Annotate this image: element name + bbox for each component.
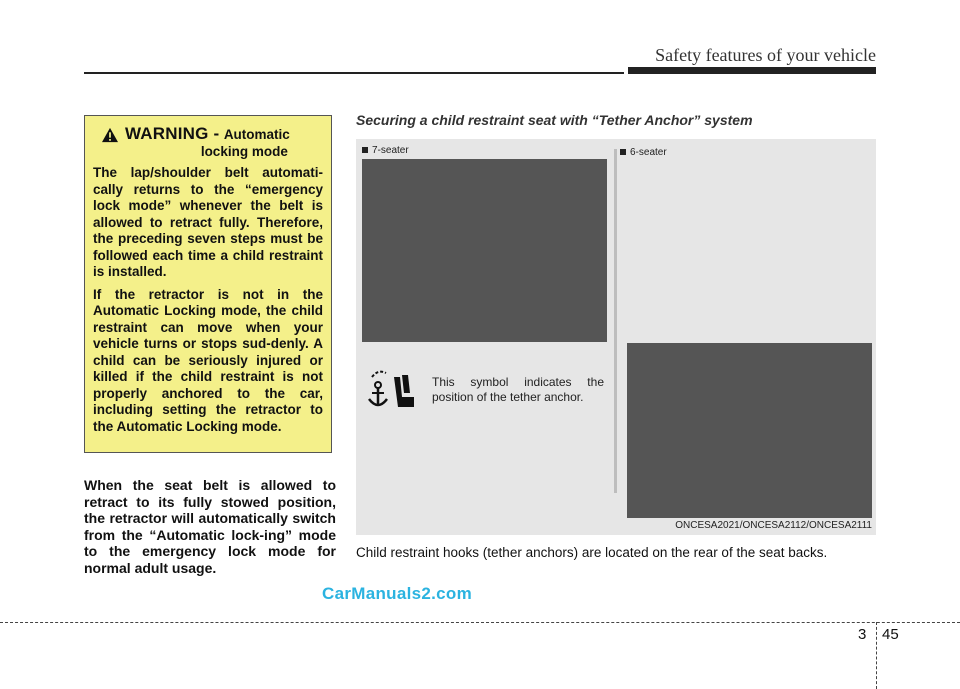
- square-bullet-icon: [620, 149, 626, 155]
- warning-paragraph: If the retractor is not in the Automatic Locking mode, the child restraint can move when your vehicle turns or stops sud-denly. A child can be seriously injured or killed if the child restraint is not properly anchored to the car, including setting the retractor to the Automatic Locking mode.: [93, 286, 323, 434]
- square-bullet-icon: [362, 147, 368, 153]
- watermark-logo[interactable]: CarManuals2.com: [322, 584, 472, 603]
- label-6-seater: 6-seater: [620, 147, 667, 158]
- warning-header: [101, 124, 323, 159]
- tether-anchor-icon: [364, 367, 420, 415]
- page-number: 45: [882, 626, 899, 643]
- tether-symbol-note: This symbol indicates the position of the tether anchor.: [432, 375, 604, 404]
- figure-code: ONCESA2021/ONCESA2112/ONCESA2111: [675, 520, 872, 531]
- section-title: Safety features of your vehicle: [655, 45, 876, 65]
- figure-heading: Securing a child restraint seat with “Tether Anchor” system: [356, 112, 753, 128]
- warning-subtitle-line2: locking mode: [200, 144, 288, 159]
- warning-subtitle: Automatic: [223, 127, 290, 142]
- warning-box: [84, 115, 332, 453]
- seat-photo-6-seater: [627, 343, 872, 518]
- chapter-number: 3: [858, 626, 867, 643]
- footer-rule: [0, 622, 960, 623]
- header-rule-thick: [628, 67, 876, 74]
- figure-caption: Child restraint hooks (tether anchors) are located on the rear of the seat backs.: [356, 545, 828, 560]
- page-number-divider: [876, 622, 877, 689]
- warning-title: WARNING -: [125, 124, 220, 143]
- label-7-seater: 7-seater: [362, 145, 409, 156]
- warning-triangle-icon: [101, 127, 119, 143]
- body-text: When the seat belt is allowed to retract to its fully stowed position, the retractor will automatically switch from the “Automatic lock-ing” mode to the emergency lock mode for normal adult usage.: [84, 477, 336, 576]
- seat-photo-7-seater: [362, 159, 607, 342]
- header-rule-thin: [84, 72, 624, 74]
- warning-paragraph: The lap/shoulder belt automati-cally returns to the “emergency lock mode” whenever the belt is allowed to retract fully. Therefore, the preceding seven steps must be followed each time a child restraint is installed.: [93, 165, 323, 279]
- figure-divider: [614, 149, 617, 493]
- figure-panel: [356, 139, 876, 535]
